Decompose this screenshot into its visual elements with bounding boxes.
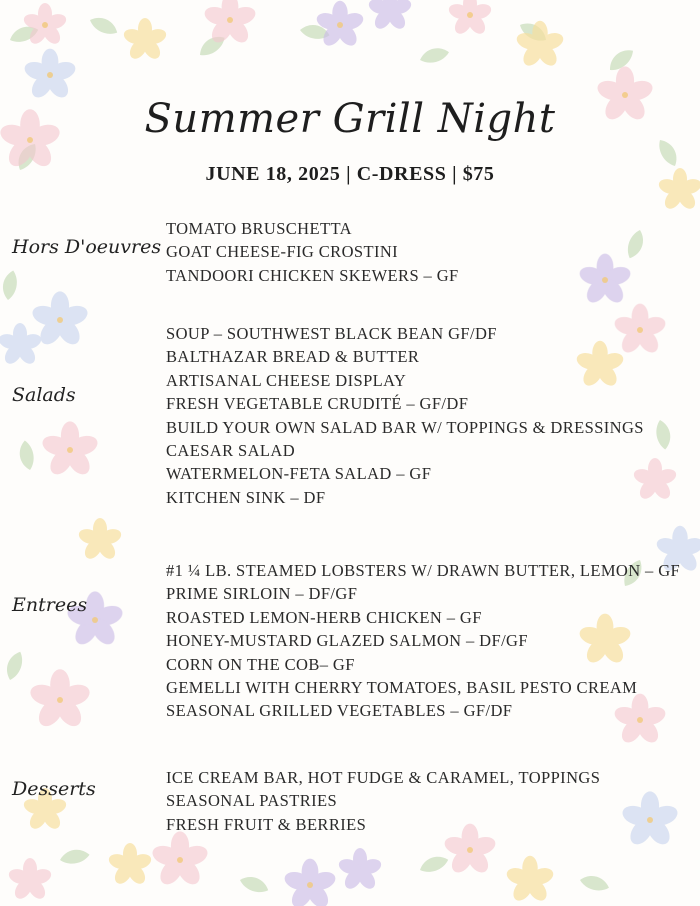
menu-item: HONEY-MUSTARD GLAZED SALMON – DF/GF [166, 631, 528, 651]
menu-item: TOMATO BRUSCHETTA [166, 219, 352, 238]
section-label-salads: Salads [12, 384, 76, 406]
menu-item: GOAT CHEESE-FIG CROSTINI [166, 242, 399, 262]
menu-item: ARTISANAL CHEESE DISPLAY [166, 370, 407, 390]
section-list-hors-doeuvres [166, 217, 459, 287]
menu-item: FRESH VEGETABLE CRUDITÉ – GF/DF [166, 394, 469, 414]
section-list-desserts [166, 766, 600, 836]
event-subtitle: JUNE 18, 2025 | C-DRESS | $75 [205, 163, 495, 185]
menu-item: SEASONAL PASTRIES [166, 791, 338, 811]
menu-item: WATERMELON-FETA SALAD – GF [166, 464, 432, 484]
section-label-hors-doeuvres: Hors D'oeuvres [12, 236, 162, 258]
section-list-entrees [166, 559, 680, 723]
menu-item: KITCHEN SINK – DF [166, 487, 326, 507]
menu-item: #1 ¼ LB. STEAMED LOBSTERS W/ DRAWN BUTTER, LEMON – GF [166, 561, 681, 580]
menu-item: SEASONAL GRILLED VEGETABLES – GF/DF [166, 701, 513, 721]
menu-item: FRESH FRUIT & BERRIES [166, 814, 367, 834]
menu-item: CAESAR SALAD [166, 440, 296, 460]
menu-item: PRIME SIRLOIN – DF/GF [166, 584, 358, 604]
section-list-salads [166, 322, 644, 509]
section-label-desserts: Desserts [12, 778, 96, 800]
section-label-entrees: Entrees [12, 594, 88, 616]
menu-item: SOUP – SOUTHWEST BLACK BEAN GF/DF [166, 324, 497, 343]
menu-item: ICE CREAM BAR, HOT FUDGE & CARAMEL, TOPPINGS [166, 768, 601, 787]
menu-item: ROASTED LEMON-HERB CHICKEN – GF [166, 607, 482, 627]
menu-item: CORN ON THE COB– GF [166, 654, 355, 674]
menu-item: TANDOORI CHICKEN SKEWERS – GF [166, 265, 459, 285]
menu-item: BALTHAZAR BREAD & BUTTER [166, 347, 420, 367]
menu-item: GEMELLI WITH CHERRY TOMATOES, BASIL PESTO CREAM [166, 677, 638, 697]
menu-item: BUILD YOUR OWN SALAD BAR W/ TOPPINGS & DRESSINGS [166, 417, 644, 437]
event-title: Summer Grill Night [144, 96, 556, 142]
